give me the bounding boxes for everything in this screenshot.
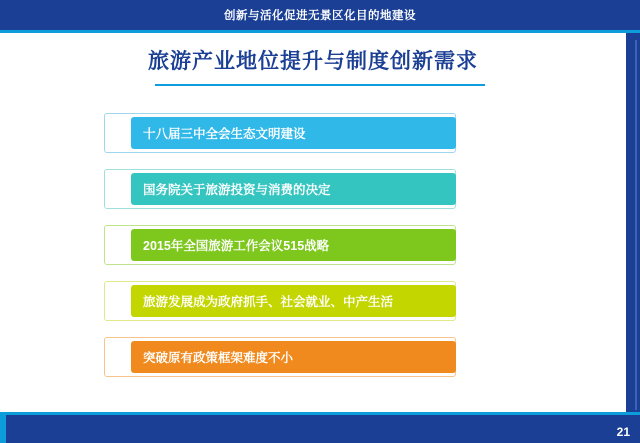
right-accent-bar-inner [635,40,637,410]
list-item [0,329,626,385]
header-divider [0,30,640,33]
bar-fill [131,341,456,373]
right-accent-bar [626,33,640,415]
slide-footer [0,415,640,443]
bar-label: 旅游发展成为政府抓手、社会就业、中产生活 [143,295,394,309]
page-title-wrap [0,45,626,75]
slide-header [0,0,640,30]
bar-label: 十八届三中全会生态文明建设 [143,127,306,141]
header-title: 创新与活化促进无景区化目的地建设 [224,10,416,22]
list-item [0,161,626,217]
page-number: 21 [616,425,630,439]
list-item [0,273,626,329]
bar-fill [131,285,456,317]
bar-label: 突破原有政策框架难度不小 [143,351,294,365]
list-item [0,217,626,273]
title-underline [155,84,485,86]
list-item [0,105,626,161]
bar-label: 2015年全国旅游工作会议515战略 [143,239,330,253]
bar-fill [131,173,456,205]
page-title: 旅游产业地位提升与制度创新需求 [148,50,478,73]
bar-fill [131,229,456,261]
bar-fill [131,117,456,149]
bar-list [0,105,626,385]
footer-accent-tick [0,415,6,443]
bar-label: 国务院关于旅游投资与消费的决定 [143,183,331,197]
